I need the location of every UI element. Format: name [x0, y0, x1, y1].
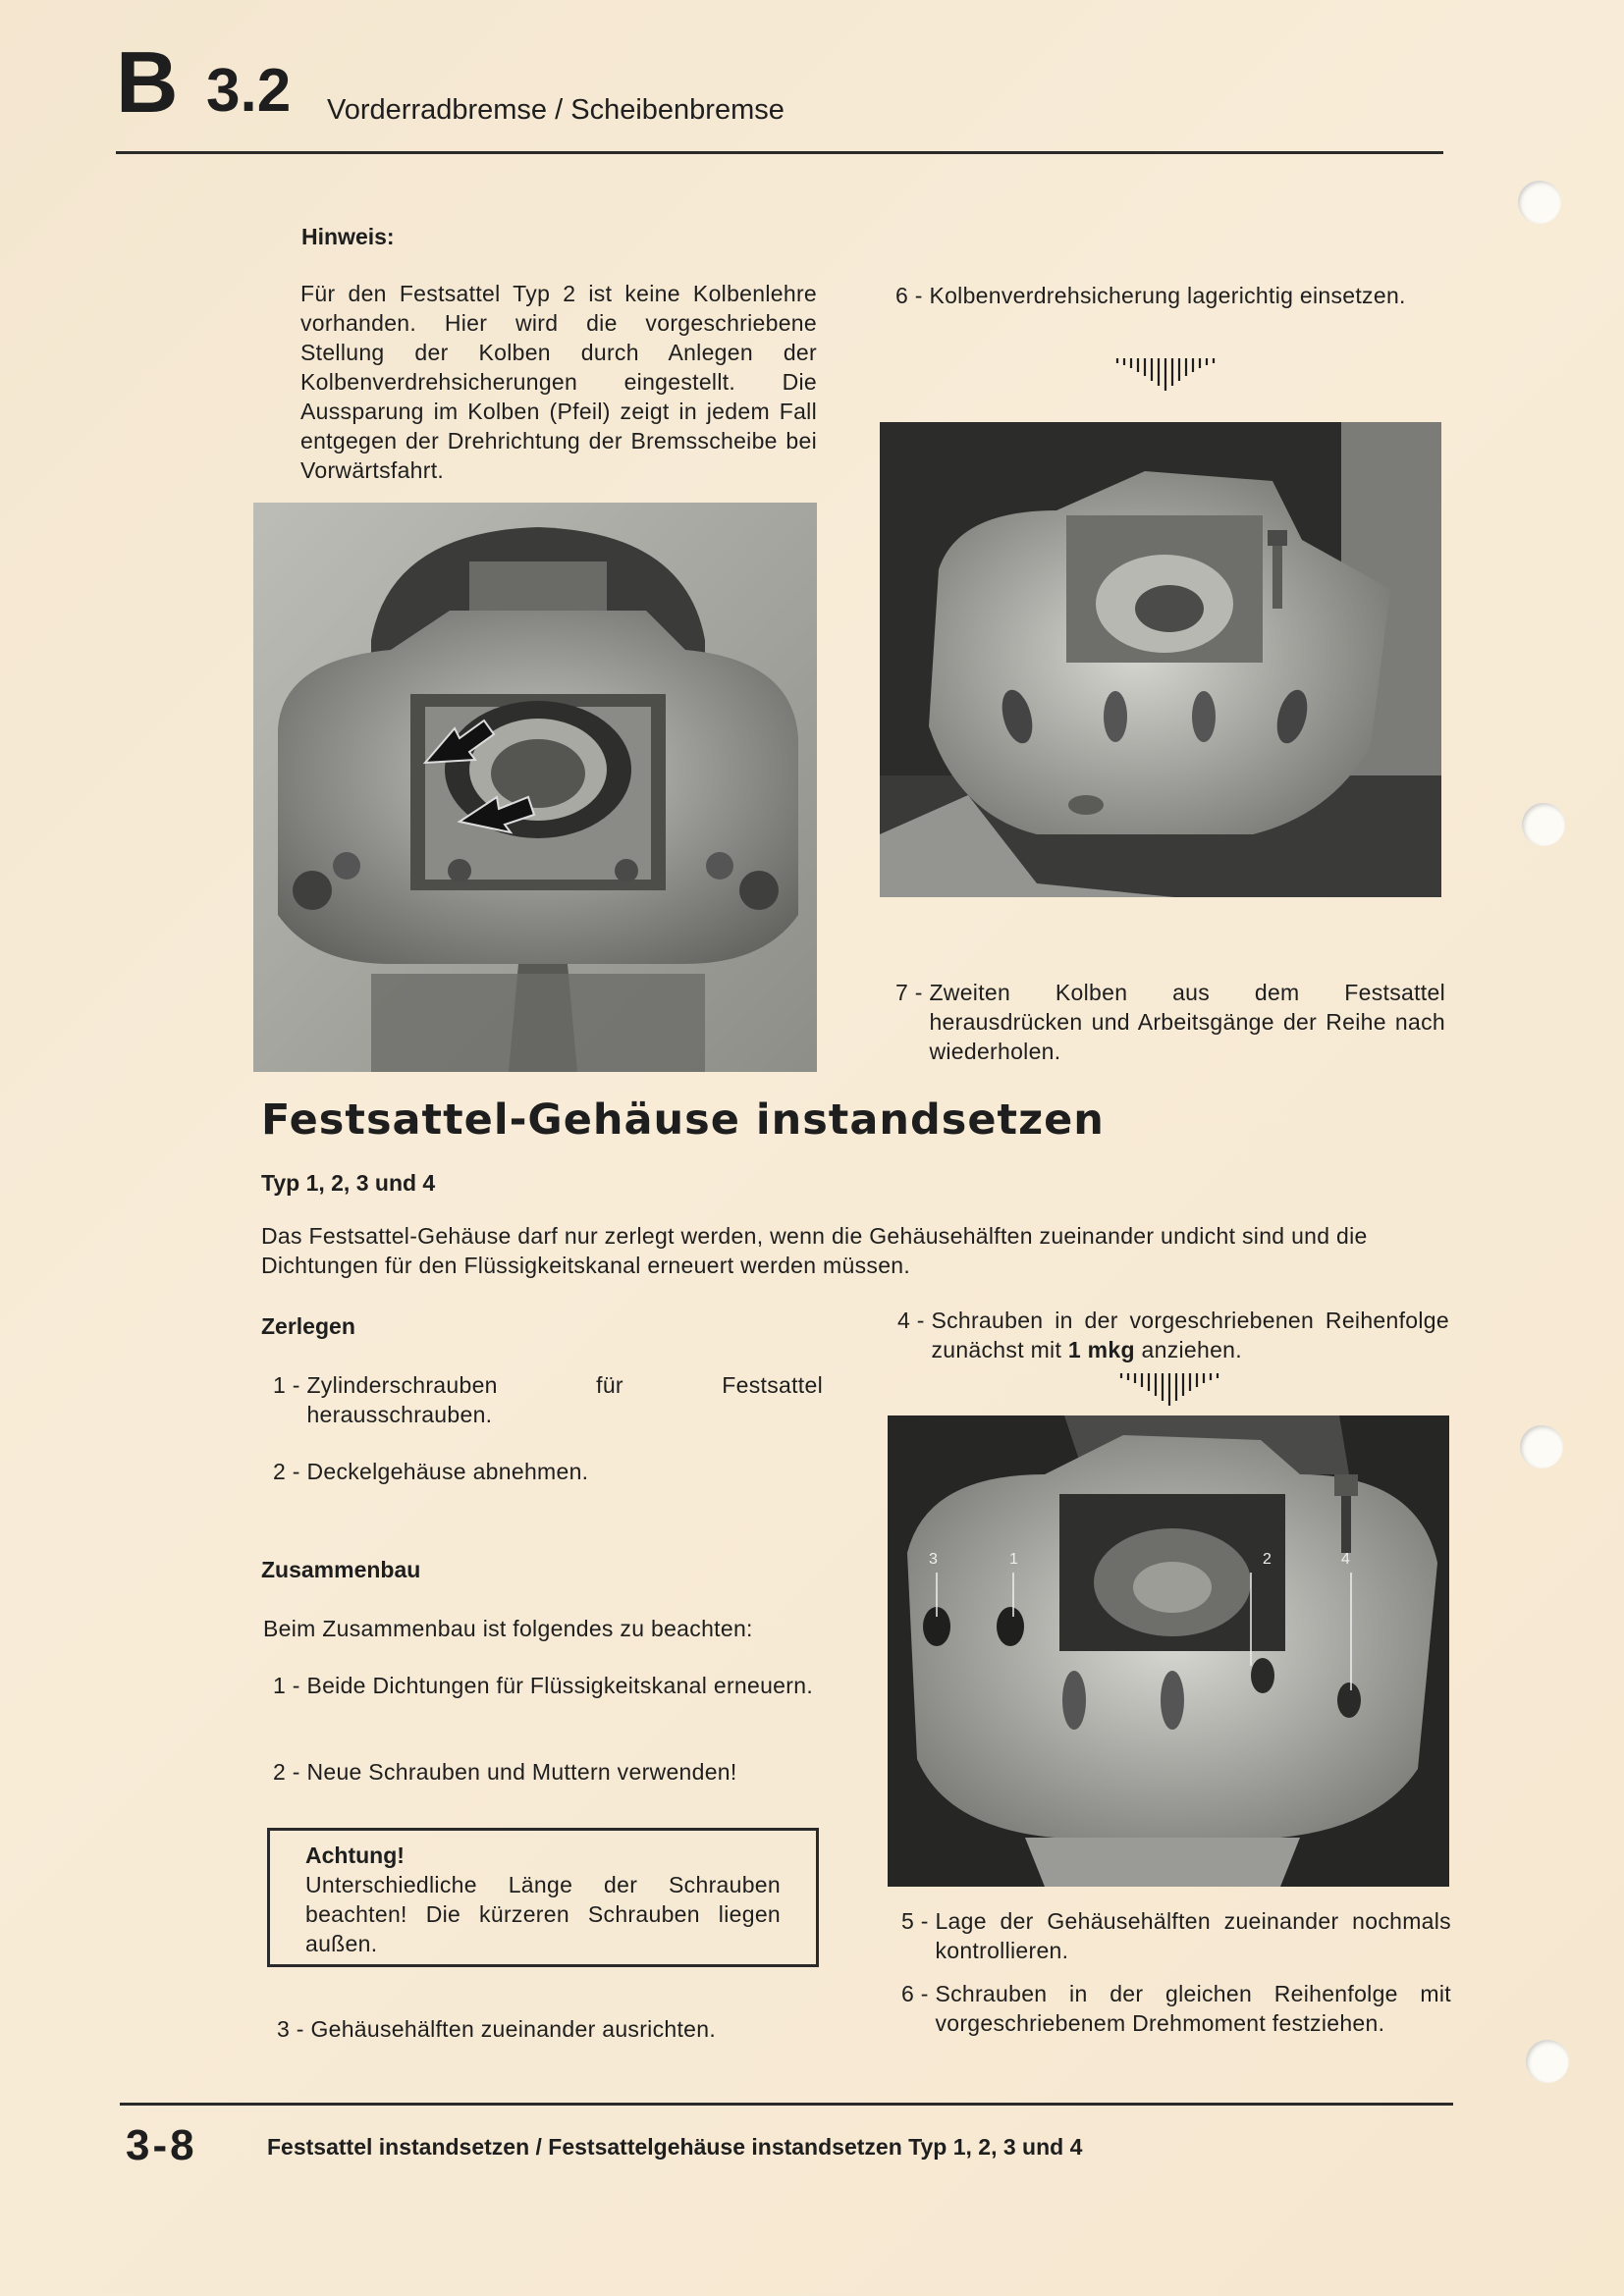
hint-text: Für den Festsattel Typ 2 ist keine Kolbenlehre vorhanden. Hier wird die vorgeschriebene Stellung der Kolben durch Anlegen der Kolbenverdrehsicherungen eingestellt. Die Aussparung im Kolben (Pfeil) zeigt in jedem Fall entgegen der Drehrichtung der Bremsscheibe bei Vorwärtsfahrt. [300, 281, 817, 483]
page-title: Vorderradbremse / Scheibenbremse [327, 94, 785, 126]
step-text: Deckelgehäuse abnehmen. [306, 1459, 589, 1484]
assembly-heading: Zusammenbau [261, 1557, 421, 1582]
disassembly-step-2 [273, 1457, 823, 1486]
step-text: Kolbenverdrehsicherung lagerichtig einsetzen. [929, 283, 1406, 308]
step-7 [895, 978, 1445, 1066]
step-text: Gehäusehälften zueinander ausrichten. [310, 2016, 717, 2042]
step-6-bottom [901, 1979, 1451, 2038]
punch-hole [1522, 803, 1565, 846]
step-text-a: Schrauben in der vorgeschriebenen Reihenfolge zunächst mit [931, 1308, 1449, 1362]
section-number: 3.2 [206, 57, 292, 125]
page-number: 3-8 [126, 2121, 197, 2169]
disassembly-step-1 [273, 1370, 823, 1429]
step-text: Beide Dichtungen für Flüssigkeitskanal erneuern. [306, 1673, 814, 1698]
punch-hole [1520, 1425, 1563, 1468]
pointer-arrow-icon [1117, 1370, 1221, 1410]
assembly-step-2 [273, 1757, 823, 1787]
pointer-arrow-icon [1113, 355, 1218, 395]
disassembly-heading: Zerlegen [261, 1313, 355, 1339]
bolt-label-1: 1 [1009, 1551, 1018, 1568]
step-text: Schrauben in der gleichen Reihenfolge mit vorgeschriebenem Drehmoment festziehen. [935, 1981, 1451, 2036]
punch-hole [1518, 181, 1561, 224]
step-text-b: anziehen. [1134, 1337, 1242, 1362]
bolt-label-3: 3 [929, 1551, 938, 1568]
footer-rule [120, 2103, 1453, 2106]
header-rule [116, 151, 1443, 154]
step-number: 6 - [895, 283, 930, 308]
step-number: 1 - [273, 1372, 307, 1398]
bolt-label-2: 2 [1263, 1551, 1272, 1568]
step-number: 2 - [273, 1759, 307, 1785]
step-number: 1 - [273, 1673, 307, 1698]
section-intro: Das Festsattel-Gehäuse darf nur zerlegt werden, wenn die Gehäusehälften zueinander undicht sind und die Dichtungen für den Flüssigkeitskanal erneuert werden müssen. [261, 1223, 1368, 1278]
step-number: 2 - [273, 1459, 307, 1484]
step-text: Lage der Gehäusehälften zueinander nochmals kontrollieren. [935, 1908, 1451, 1963]
footer-title: Festsattel instandsetzen / Festsattelgehäuse instandsetzen Typ 1, 2, 3 und 4 [267, 2134, 1083, 2160]
assembly-intro: Beim Zusammenbau ist folgendes zu beachten: [263, 1616, 753, 1641]
step-number: 4 - [897, 1308, 932, 1333]
torque-value: 1 mkg [1067, 1337, 1135, 1362]
step-4 [897, 1306, 1449, 1364]
section-letter: B [116, 33, 177, 131]
hint-heading: Hinweis: [301, 224, 395, 249]
warning-text: Unterschiedliche Länge der Schrauben beachten! Die kürzeren Schrauben liegen außen. [305, 1872, 781, 1956]
step-number: 3 - [277, 2016, 311, 2042]
caliper-photo-bolt-sequence [888, 1415, 1449, 1887]
caliper-photo-front [253, 503, 817, 1072]
assembly-step-3 [277, 2014, 827, 2044]
section-heading: Festsattel-Gehäuse instandsetzen [261, 1095, 1105, 1145]
step-text: Neue Schrauben und Muttern verwenden! [306, 1759, 737, 1785]
step-number: 7 - [895, 980, 930, 1005]
punch-hole [1526, 2040, 1569, 2083]
step-number: 6 - [901, 1981, 936, 2006]
bolt-label-4: 4 [1341, 1551, 1350, 1568]
step-5 [901, 1906, 1451, 1965]
caliper-photo-piston-guard [880, 422, 1441, 897]
step-text [931, 1306, 1449, 1364]
assembly-step-1 [273, 1671, 823, 1700]
step-6-top [895, 281, 1445, 310]
step-number: 5 - [901, 1908, 936, 1934]
warning-title: Achtung! [305, 1842, 405, 1868]
step-text: Zweiten Kolben aus dem Festsattel herausdrücken und Arbeitsgänge der Reihe nach wiederholen. [929, 980, 1445, 1064]
step-text: Zylinderschrauben für Festsattel herausschrauben. [306, 1372, 823, 1427]
section-subheading: Typ 1, 2, 3 und 4 [261, 1170, 436, 1196]
warning-box [267, 1828, 819, 1967]
